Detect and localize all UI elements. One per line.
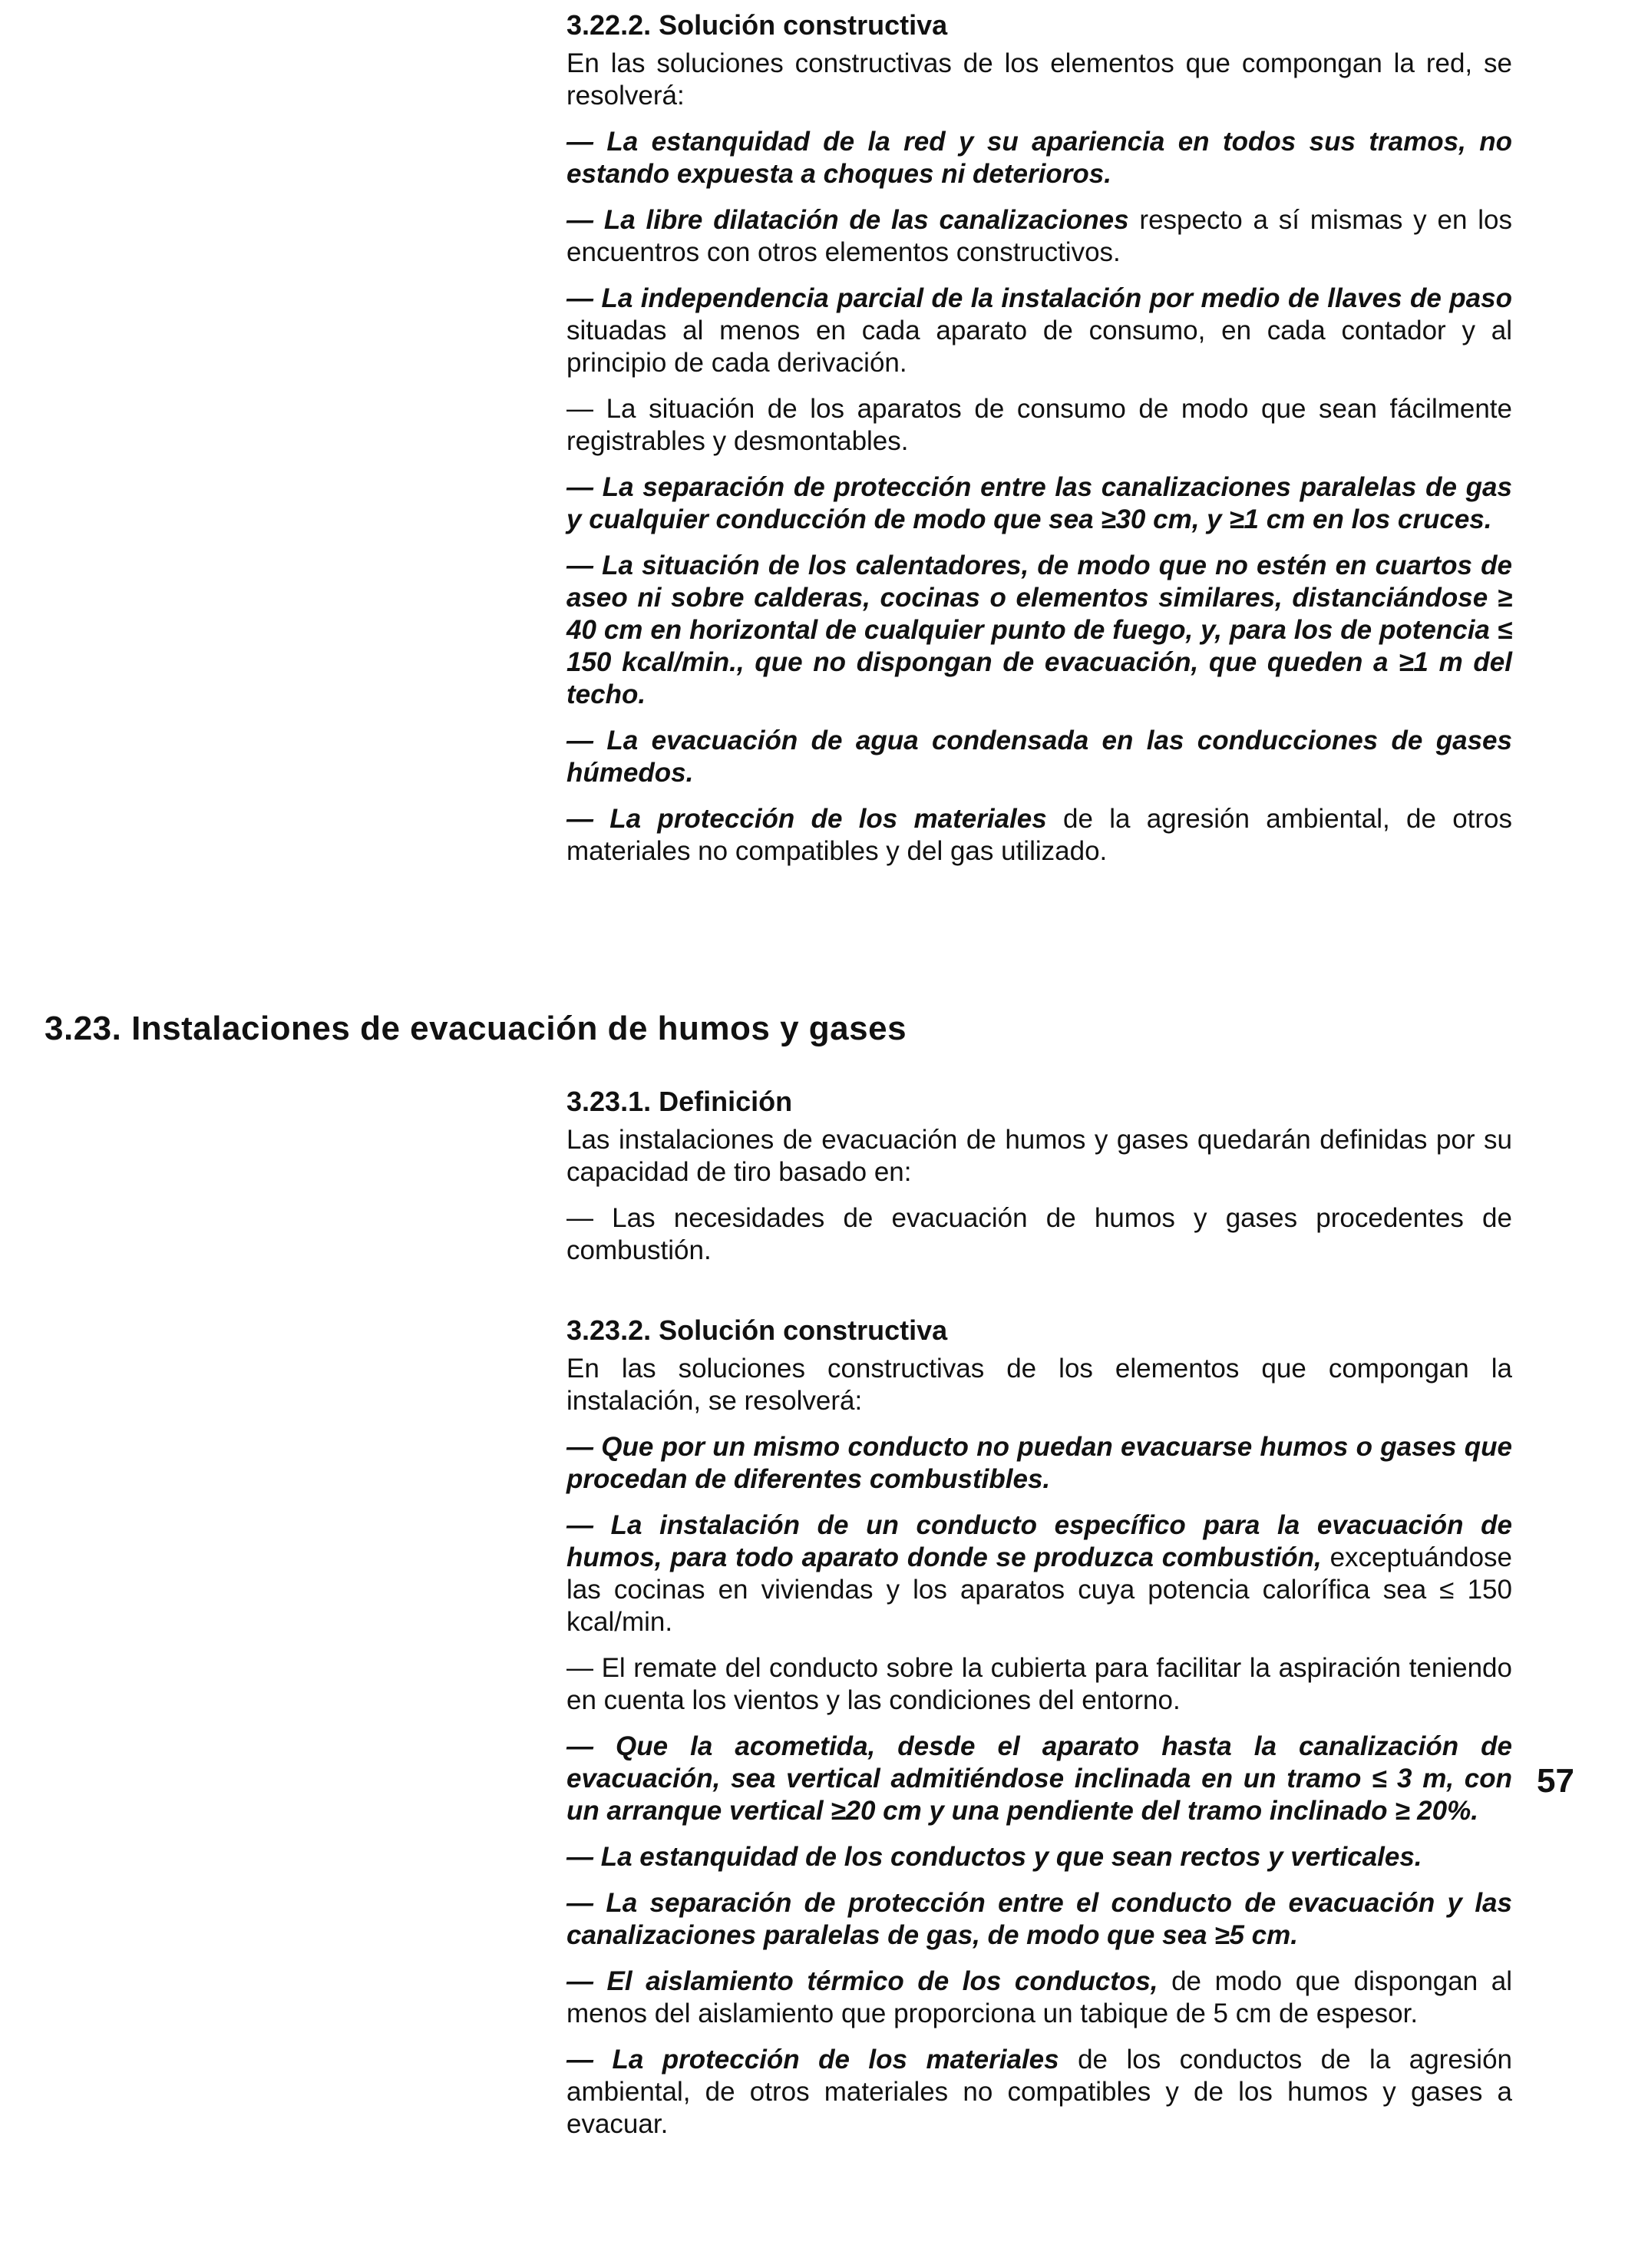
emphasized-text: — La situación de los calentadores, de modo que no estén en cuartos de aseo ni sobre calderas, cocinas o elementos similares, distanciándose ≥ 40 cm en horizontal de cualquier punto de fuego, y, para los de potencia ≤ 150 kcal/min., que no dispongan de evacuación, que queden a ≥1 m del techo. [566, 550, 1512, 709]
section-title-3-23: 3.23. Instalaciones de evacuación de humos y gases [45, 1010, 907, 1047]
heading-3-23-2: 3.23.2. Solución constructiva [566, 1314, 948, 1346]
list-item [566, 725, 1512, 789]
list-item [566, 1509, 1512, 1638]
list-item [566, 126, 1512, 190]
heading-3-22-2: 3.22.2. Solución constructiva [566, 9, 948, 41]
body-text: — Las necesidades de evacuación de humos y gases procedentes de combustión. [566, 1203, 1512, 1265]
body-text: de modo que dispongan al menos del aislamiento que proporciona un tabique de 5 cm de espesor. [566, 1966, 1512, 2028]
list-item [566, 204, 1512, 269]
emphasized-text: — La estanquidad de la red y su apariencia en todos sus tramos, no estando expuesta a choques ni deterioros. [566, 127, 1512, 189]
body-text: — El remate del conducto sobre la cubierta para facilitar la aspiración teniendo en cuenta los vientos y las condiciones del entorno. [566, 1653, 1512, 1715]
list-item [566, 1731, 1512, 1827]
list-item [566, 1202, 1512, 1267]
list-item [566, 393, 1512, 458]
list-item [566, 2044, 1512, 2141]
list-item [566, 1965, 1512, 2030]
body-text: situadas al menos en cada aparato de consumo, en cada contador y al principio de cada derivación. [566, 316, 1512, 378]
list-item [566, 471, 1512, 536]
list-item [566, 1841, 1512, 1873]
emphasized-text: — Que por un mismo conducto no puedan evacuarse humos o gases que procedan de diferentes combustibles. [566, 1432, 1512, 1494]
list-item [566, 1431, 1512, 1496]
section-3-23-1 [566, 1086, 1512, 1281]
section-3-22-2 [566, 9, 1512, 881]
emphasized-text: — La separación de protección entre las canalizaciones paralelas de gas y cualquier conducción de modo que sea ≥30 cm, y ≥1 cm en los cruces. [566, 472, 1512, 534]
item-list [566, 1431, 1512, 2141]
body-text: de la agresión ambiental, de otros materiales no compatibles y del gas utilizado. [566, 804, 1513, 866]
emphasized-text: — El aislamiento térmico de los conductos, [566, 1966, 1158, 1996]
emphasized-text: — La separación de protección entre el conducto de evacuación y las canalizaciones paralelas de gas, de modo que sea ≥5 cm. [566, 1888, 1512, 1950]
list-item [566, 283, 1512, 379]
list-item [566, 803, 1512, 868]
heading-3-23-1: 3.23.1. Definición [566, 1086, 793, 1117]
emphasized-text: — La independencia parcial de la instalación por medio de llaves de paso [566, 283, 1512, 313]
emphasized-text: — La libre dilatación de las canalizaciones [566, 205, 1129, 235]
body-text: exceptuándose las cocinas en viviendas y los aparatos cuya potencia calorífica sea ≤ 150 kcal/min. [566, 1542, 1512, 1637]
emphasized-text: — La instalación de un conducto específico para la evacuación de humos, para todo aparato donde se produzca combustión, [566, 1510, 1512, 1572]
page-number: 57 [1537, 1762, 1574, 1800]
emphasized-text: — La protección de los materiales [566, 2045, 1059, 2075]
emphasized-text: — La evacuación de agua condensada en las conducciones de gases húmedos. [566, 726, 1512, 788]
body-text: de los conductos de la agresión ambiental, de otros materiales no compatibles y de los humos y gases a evacuar. [566, 2045, 1513, 2139]
intro-paragraph: Las instalaciones de evacuación de humos y gases quedarán definidas por su capacidad de tiro basado en: [566, 1125, 1512, 1187]
intro-paragraph: En las soluciones constructivas de los elementos que compongan la instalación, se resolverá: [566, 1354, 1512, 1416]
body-text: respecto a sí mismas y en los encuentros con otros elementos constructivos. [566, 205, 1512, 267]
section-3-23-2 [566, 1314, 1512, 2154]
emphasized-text: — La estanquidad de los conductos y que sean rectos y verticales. [566, 1842, 1422, 1872]
emphasized-text: — Que la acometida, desde el aparato hasta la canalización de evacuación, sea vertical admitiéndose inclinada en un tramo ≤ 3 m, con un arranque vertical ≥20 cm y una pendiente del tramo inclinado ≥ 20%. [566, 1731, 1512, 1826]
body-text: — La situación de los aparatos de consumo de modo que sean fácilmente registrables y desmontables. [566, 394, 1512, 456]
list-item [566, 1652, 1512, 1717]
list-item [566, 1887, 1512, 1952]
list-item [566, 550, 1512, 711]
emphasized-text: — La protección de los materiales [566, 804, 1047, 834]
intro-paragraph: En las soluciones constructivas de los elementos que compongan la red, se resolverá: [566, 48, 1512, 111]
item-list [566, 1202, 1512, 1267]
item-list [566, 126, 1512, 868]
